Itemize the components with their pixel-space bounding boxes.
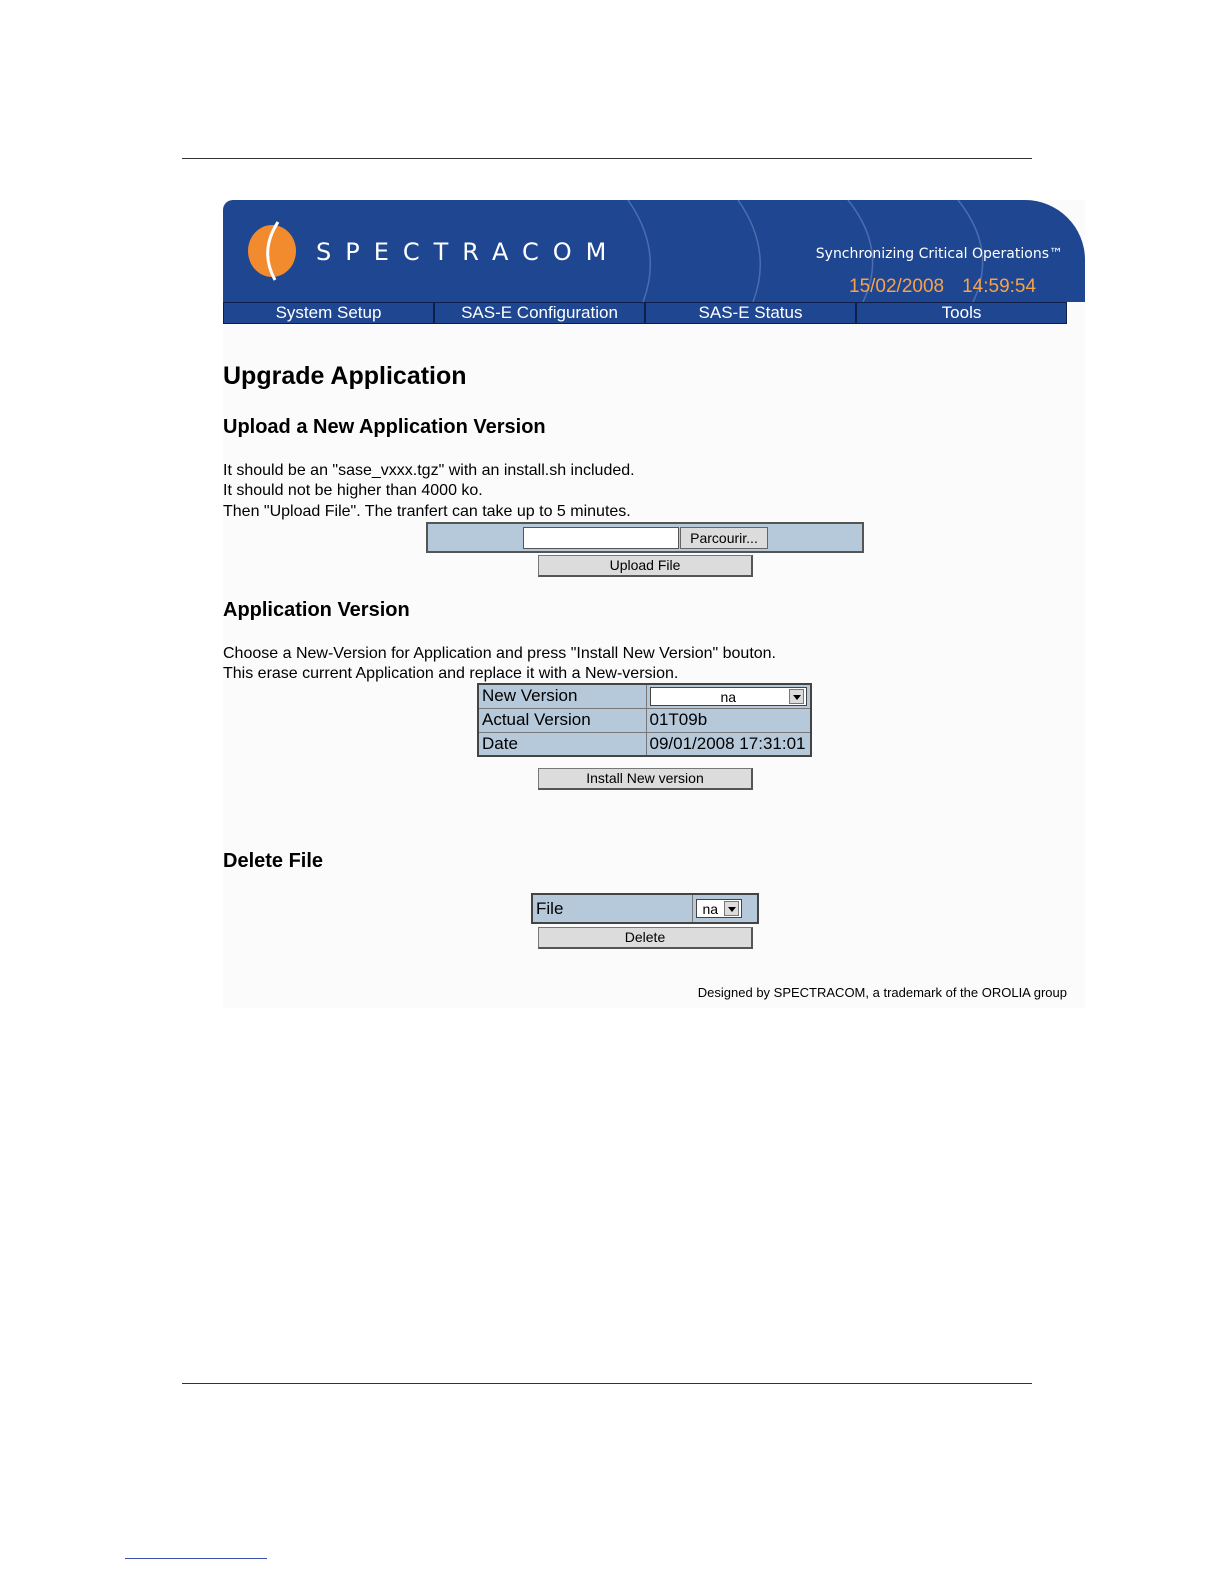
- delete-table: [531, 893, 759, 924]
- header-banner: [223, 200, 1085, 302]
- version-table: [477, 683, 812, 757]
- file-path-input[interactable]: [523, 527, 679, 549]
- browse-button[interactable]: Parcourir...: [680, 527, 768, 549]
- version-instruction-1: Choose a New-Version for Application and press "Install New Version" bouton.: [223, 645, 776, 662]
- nav-sas-e-configuration[interactable]: SAS-E Configuration: [435, 303, 646, 323]
- nav-system-setup[interactable]: System Setup: [224, 303, 435, 323]
- upload-instruction-1: It should be an "sase_vxxx.tgz" with an install.sh included.: [223, 462, 635, 479]
- footnote-rule: [125, 1558, 267, 1559]
- table-row: [478, 708, 811, 732]
- upload-instruction-2: It should not be higher than 4000 ko.: [223, 482, 483, 499]
- new-version-cell: [646, 684, 811, 708]
- tagline: Synchronizing Critical Operations™: [815, 246, 1063, 262]
- new-version-select[interactable]: [650, 687, 808, 706]
- install-new-version-button[interactable]: Install New version: [538, 768, 753, 790]
- page-title: Upgrade Application: [223, 362, 467, 390]
- current-date: 15/02/2008: [849, 276, 945, 297]
- version-heading: Application Version: [223, 599, 410, 621]
- current-datetime: [849, 276, 1036, 298]
- main-nav: [223, 302, 1067, 324]
- top-rule: [182, 158, 1032, 159]
- chevron-down-icon[interactable]: [724, 901, 739, 916]
- brand-name: SPECTRACOM: [316, 238, 621, 266]
- footer-credit: Designed by SPECTRACOM, a trademark of the OROLIA group: [697, 985, 1067, 1000]
- upload-instruction-3: Then "Upload File". The tranfert can take up to 5 minutes.: [223, 503, 631, 520]
- delete-button[interactable]: Delete: [538, 927, 753, 949]
- spectracom-logo-icon: [245, 220, 301, 282]
- file-cell: [692, 894, 758, 923]
- table-row: [478, 684, 811, 708]
- upload-file-button[interactable]: Upload File: [538, 555, 753, 577]
- date-label: Date: [478, 732, 646, 756]
- bottom-rule: [182, 1383, 1032, 1384]
- new-version-label: New Version: [478, 684, 646, 708]
- file-label: File: [532, 894, 692, 923]
- date-value: 09/01/2008 17:31:01: [646, 732, 811, 756]
- actual-version-value: 01T09b: [646, 708, 811, 732]
- current-time: 14:59:54: [962, 276, 1037, 297]
- chevron-down-icon[interactable]: [789, 689, 804, 704]
- nav-tools[interactable]: Tools: [941, 303, 982, 322]
- new-version-value: na: [720, 688, 737, 705]
- table-row: [532, 894, 758, 923]
- version-instruction-2: This erase current Application and replace it with a New-version.: [223, 665, 679, 682]
- file-select[interactable]: [696, 899, 742, 918]
- upload-panel: [426, 522, 864, 553]
- delete-heading: Delete File: [223, 850, 324, 872]
- file-select-value: na: [702, 901, 719, 917]
- nav-sas-e-status[interactable]: SAS-E Status: [646, 303, 857, 323]
- upload-heading: Upload a New Application Version: [223, 416, 546, 438]
- table-row: [478, 732, 811, 756]
- web-page: [223, 200, 1085, 1008]
- actual-version-label: Actual Version: [478, 708, 646, 732]
